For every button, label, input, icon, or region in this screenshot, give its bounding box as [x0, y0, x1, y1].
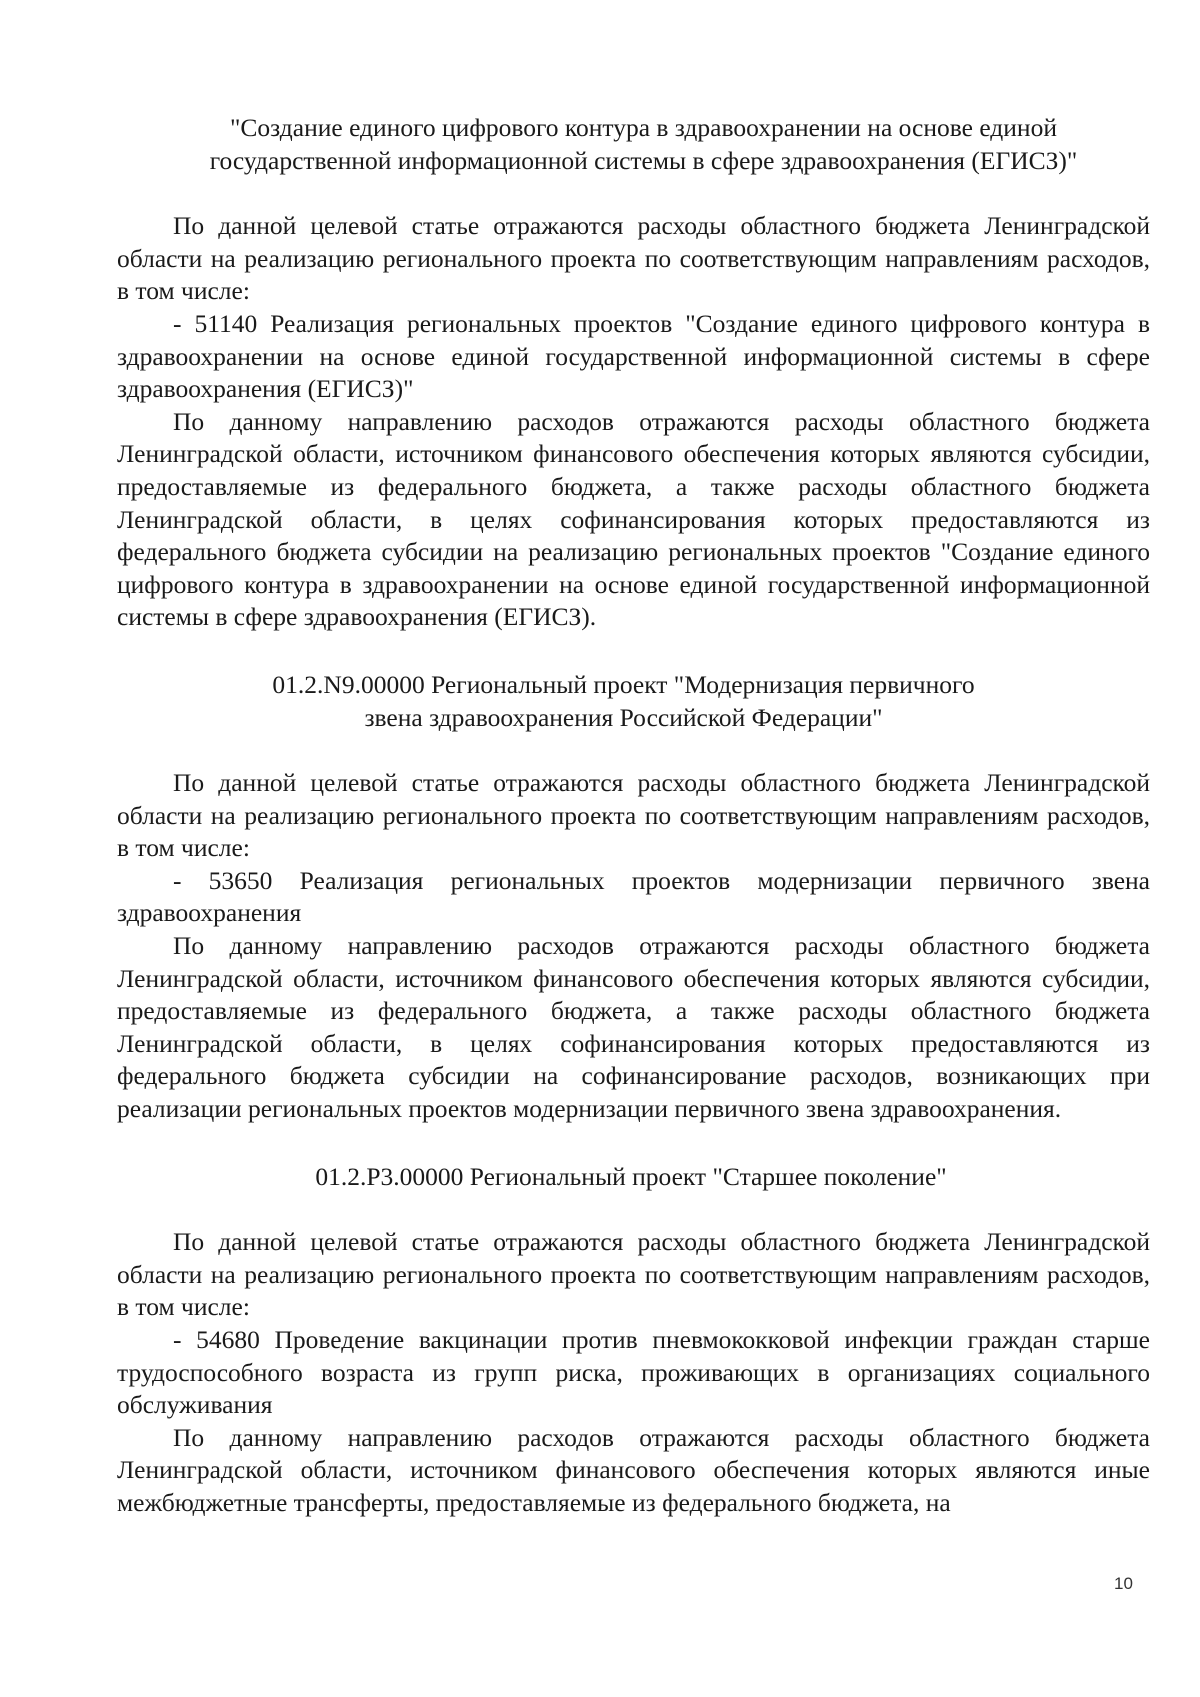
section-heading-egisz: "Создание единого цифрового контура в здравоохранении на основе единой государственной информационной системы в сфере здравоохранения (ЕГИСЗ)" [209, 113, 1078, 175]
page-number: 10 [1114, 1574, 1133, 1593]
document-page [117, 112, 1150, 1520]
expense-details-51140: По данному направлению расходов отражаются расходы областного бюджета Ленинградской области, источником финансового обеспечения которых являются субсидии, предоставляемые из федерального бюджета, а также расходы областного бюджета Ленинградской области, в целях софинансирования которых предоставляются из федерального бюджета субсидии на реализацию региональных проектов "Создание единого цифрового контура в здравоохранении на основе единой государственной информационной системы в сфере здравоохранения (ЕГИСЗ). [117, 406, 1150, 632]
section-intro-egisz: По данной целевой статье отражаются расходы областного бюджета Ленинградской области на реализацию регионального проекта по соответствующим направлениям расходов, в том числе: [117, 211, 1150, 306]
expense-item-53650: - 53650 Реализация региональных проектов модернизации первичного звена здравоохранения [117, 865, 1150, 928]
section-heading-n9-line1: 01.2.N9.00000 Региональный проект "Модернизация первичного [272, 669, 975, 699]
section-heading-n9-line2: звена здравоохранения Российской Федерации" [364, 702, 883, 732]
section-heading-p3: 01.2.P3.00000 Региональный проект "Старшее поколение" [315, 1161, 947, 1191]
expense-item-51140: - 51140 Реализация региональных проектов "Создание единого цифрового контура в здравоохранении на основе единой государственной информационной системы в сфере здравоохранения (ЕГИСЗ)" [117, 308, 1150, 404]
expense-details-53650: По данному направлению расходов отражаются расходы областного бюджета Ленинградской области, источником финансового обеспечения которых являются субсидии, предоставляемые из федерального бюджета, а также расходы областного бюджета Ленинградской области, в целях софинансирования которых предоставляются из федерального бюджета субсидии на софинансирование расходов, возникающих при реализации региональных проектов модернизации первичного звена здравоохранения. [117, 931, 1150, 1124]
section-intro-p3: По данной целевой статье отражаются расходы областного бюджета Ленинградской области на реализацию регионального проекта по соответствующим направлениям расходов, в том числе: [117, 1227, 1150, 1322]
expense-item-54680: - 54680 Проведение вакцинации против пневмококковой инфекции граждан старше трудоспособного возраста из групп риска, проживающих в организациях социального обслуживания [117, 1325, 1150, 1420]
expense-details-54680: По данному направлению расходов отражаются расходы областного бюджета Ленинградской области, источником финансового обеспечения которых являются иные межбюджетные трансферты, предоставляемые из федерального бюджета, на [117, 1422, 1150, 1517]
section-intro-n9: По данной целевой статье отражаются расходы областного бюджета Ленинградской области на реализацию регионального проекта по соответствующим направлениям расходов, в том числе: [117, 768, 1150, 863]
section-heading-n9 [117, 669, 1150, 734]
